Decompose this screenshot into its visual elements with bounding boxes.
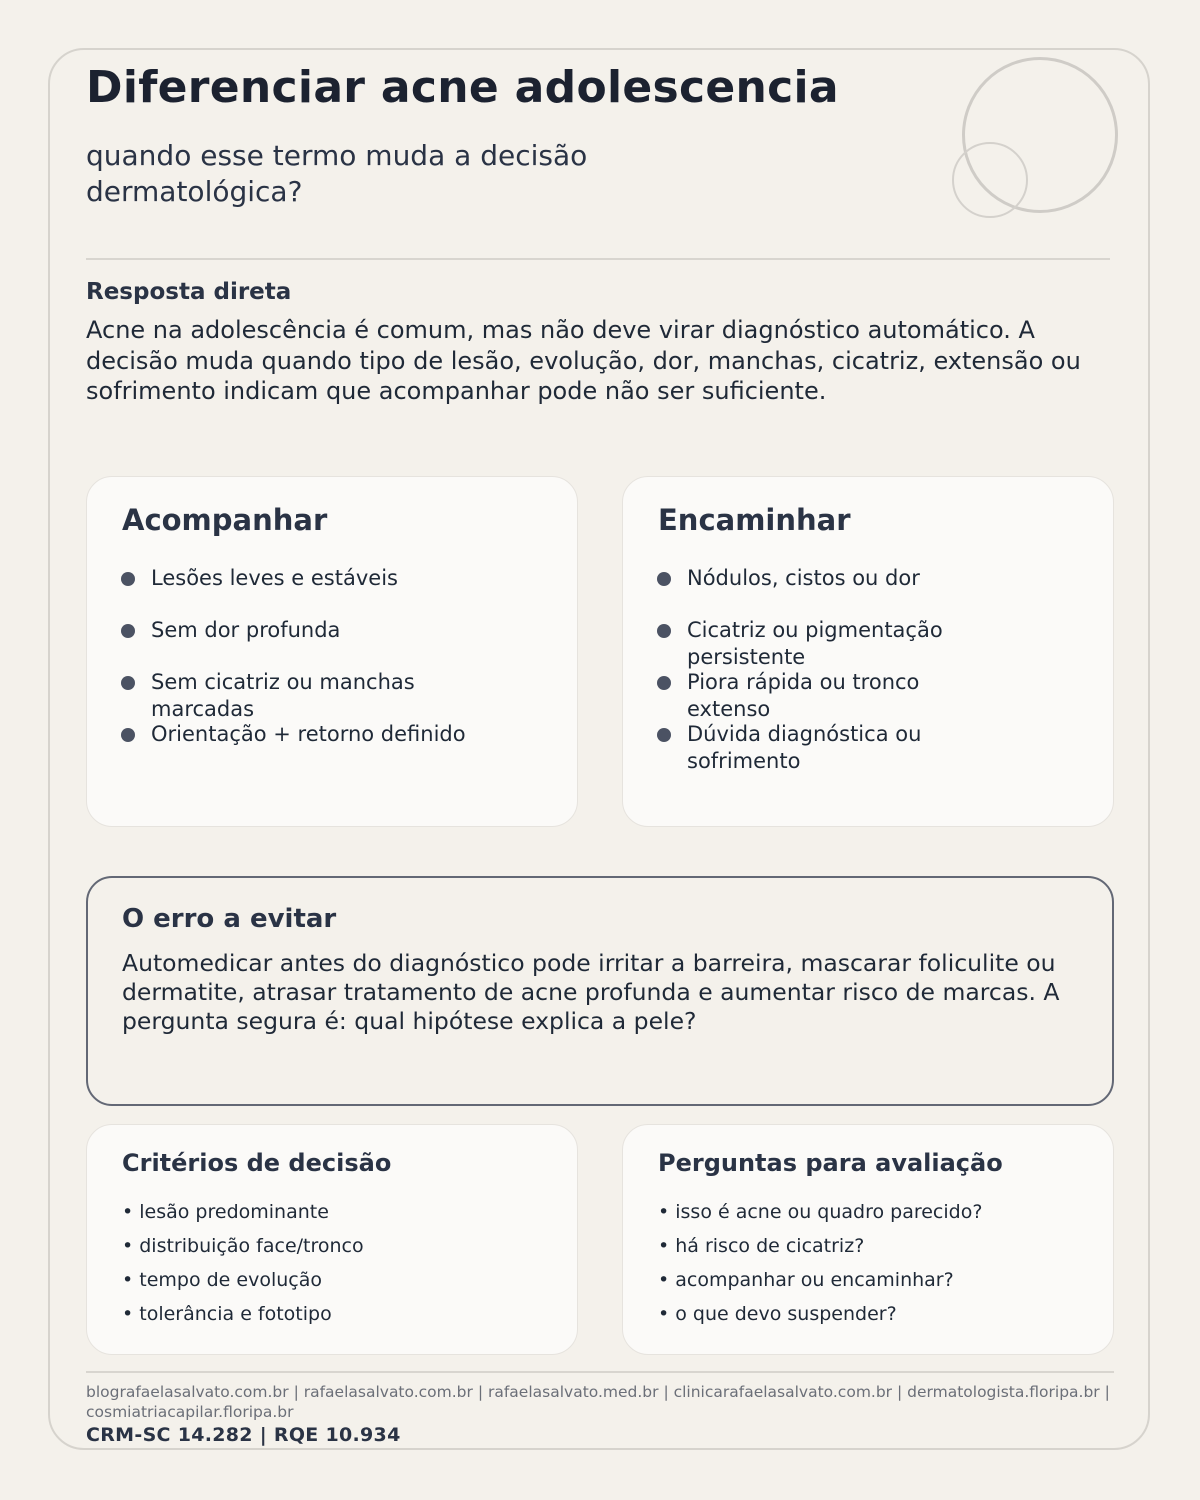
perguntas-list	[658, 1195, 982, 1331]
list-item	[687, 721, 947, 774]
perguntas-title: Perguntas para avaliação	[658, 1149, 1003, 1177]
criterios-list	[122, 1195, 364, 1331]
footer-divider	[86, 1371, 1114, 1373]
decorative-circle-small	[952, 142, 1028, 218]
list-item	[151, 565, 551, 592]
bullet-icon	[657, 676, 671, 690]
bullet-icon	[657, 572, 671, 586]
list-item: • o que devo suspender?	[658, 1303, 897, 1325]
bullet-icon	[121, 728, 135, 742]
list-item-text: Sem dor profunda	[151, 618, 341, 642]
perguntas-panel	[622, 1124, 1114, 1355]
page-subtitle: quando esse termo muda a decisão dermatológica?	[86, 139, 588, 208]
error-callout	[86, 876, 1114, 1106]
list-item: • tolerância e fototipo	[122, 1303, 332, 1325]
list-item-text: Lesões leves e estáveis	[151, 566, 398, 590]
list-item-text: Sem cicatriz ou manchas marcadas	[151, 670, 415, 721]
criterios-title: Critérios de decisão	[122, 1149, 392, 1177]
list-item	[151, 617, 551, 644]
acompanhar-title: Acompanhar	[122, 503, 328, 537]
list-item	[151, 721, 551, 748]
answer-text: Acne na adolescência é comum, mas não deve virar diagnóstico automático. A decisão muda quando tipo de lesão, evolução, dor, manchas, cicatriz, extensão ou sofrimento indicam que acompanhar pode não ser suficiente.	[86, 316, 1081, 405]
encaminhar-title: Encaminhar	[658, 503, 851, 537]
header-divider	[86, 258, 1110, 260]
list-item	[687, 565, 1087, 592]
list-item: • isso é acne ou quadro parecido?	[658, 1201, 983, 1223]
list-item	[687, 669, 947, 722]
list-item-text: Dúvida diagnóstica ou sofrimento	[687, 722, 922, 773]
list-item-text: Nódulos, cistos ou dor	[687, 566, 920, 590]
list-item: • tempo de evolução	[122, 1269, 323, 1291]
error-title: O erro a evitar	[122, 904, 337, 934]
list-item-text: Orientação + retorno definido	[151, 722, 466, 746]
bullet-icon	[121, 676, 135, 690]
page-title: Diferenciar acne adolescencia	[86, 62, 839, 113]
answer-label: Resposta direta	[86, 279, 292, 305]
bullet-icon	[121, 624, 135, 638]
encaminhar-panel	[622, 476, 1114, 827]
list-item: • há risco de cicatriz?	[658, 1235, 865, 1257]
criterios-panel	[86, 1124, 578, 1355]
acompanhar-panel	[86, 476, 578, 827]
list-item-text: Piora rápida ou tronco extenso	[687, 670, 920, 721]
bullet-icon	[121, 572, 135, 586]
list-item	[687, 617, 977, 670]
bullet-icon	[657, 728, 671, 742]
footer-crm: CRM-SC 14.282 | RQE 10.934	[86, 1424, 401, 1446]
list-item: • distribuição face/tronco	[122, 1235, 364, 1257]
list-item: • lesão predominante	[122, 1201, 329, 1223]
list-item-text: Cicatriz ou pigmentação persistente	[687, 618, 943, 669]
error-text: Automedicar antes do diagnóstico pode irritar a barreira, mascarar foliculite ou dermatite, atrasar tratamento de acne profunda e aumentar risco de marcas. A pergunta segura é: qual hipótese explica a pele?	[122, 949, 1060, 1035]
list-item	[151, 669, 451, 722]
bullet-icon	[657, 624, 671, 638]
footer-links: blografaelasalvato.com.br | rafaelasalvato.com.br | rafaelasalvato.med.br | clinicarafaelasalvato.com.br | dermatologista.floripa.br | cosmiatriacapilar.floripa.br	[86, 1383, 1110, 1421]
list-item: • acompanhar ou encaminhar?	[658, 1269, 954, 1291]
